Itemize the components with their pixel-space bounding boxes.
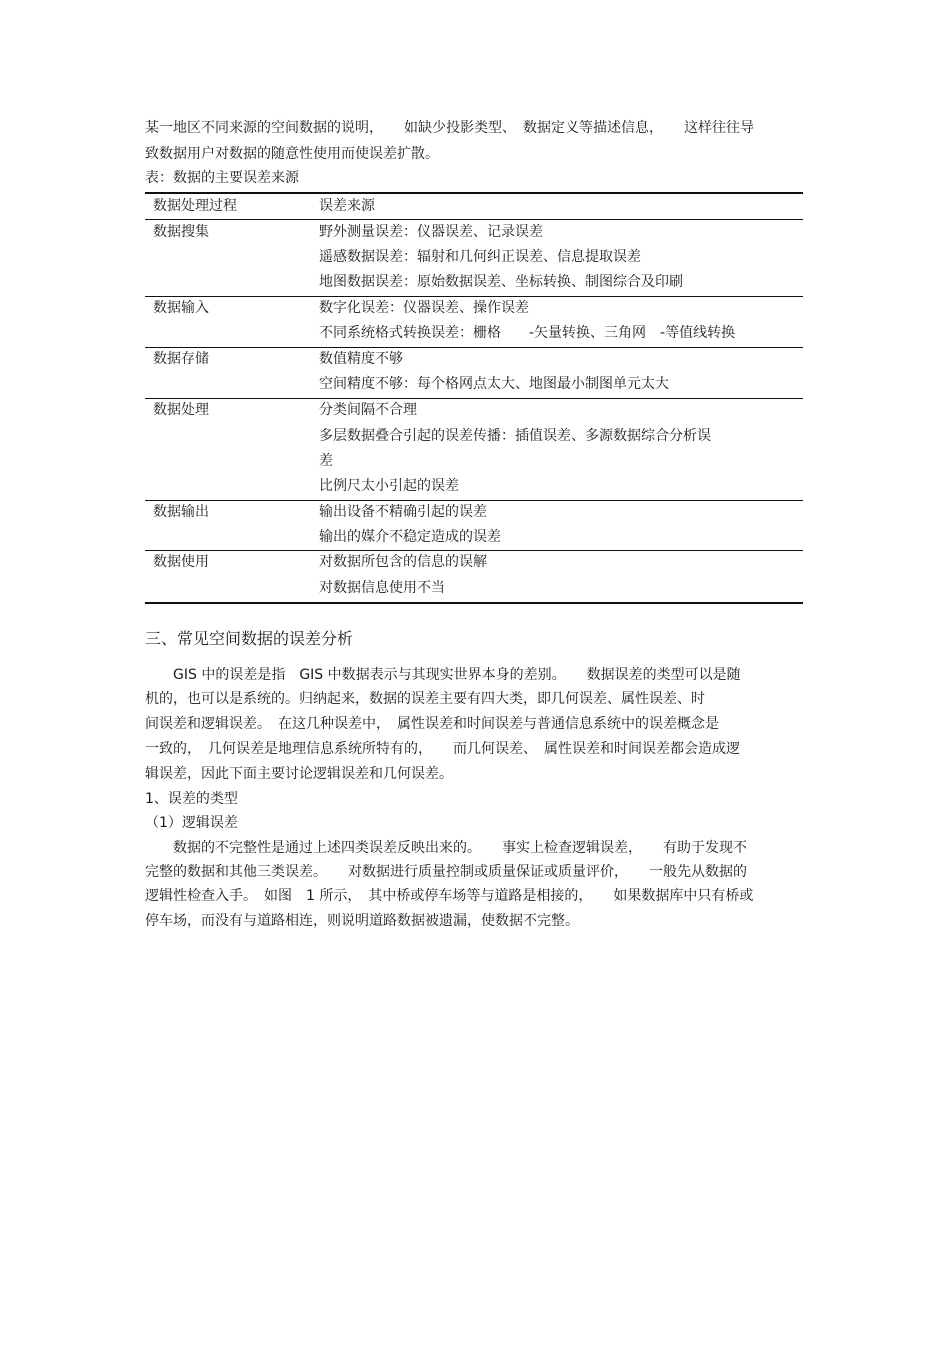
table-row-process: 数据处理 xyxy=(153,402,209,418)
paragraph-line: 机的，也可以是系统的。归纳起来，数据的误差主要有四大类，即几何误差、属性误差、时 xyxy=(145,691,705,707)
paragraph-line: 逻辑性检查入手。 如图 1 所示， 其中桥或停车场等与道路是相接的， 如果数据库中只有桥或 xyxy=(145,888,754,904)
table-header-process: 数据处理过程 xyxy=(153,198,237,214)
table-caption: 表：数据的主要误差来源 xyxy=(145,170,299,186)
table-row-rule xyxy=(145,500,803,501)
table-row-source: 遥感数据误差：辐射和几何纠正误差、信息提取误差 xyxy=(319,249,641,265)
table-row-process: 数据搜集 xyxy=(153,224,209,240)
table-row-source: 分类间隔不合理 xyxy=(319,402,417,418)
paragraph-line: 一致的， 几何误差是地理信息系统所特有的， 而几何误差、 属性误差和时间误差都会造成逻 xyxy=(145,741,740,757)
table-row-process: 数据使用 xyxy=(153,554,209,570)
table-row-source: 差 xyxy=(319,453,333,469)
table-row-source: 地图数据误差：原始数据误差、坐标转换、制图综合及印刷 xyxy=(319,274,683,290)
table-row-process: 数据输入 xyxy=(153,300,209,316)
table-row-rule xyxy=(145,296,803,297)
paragraph-line: GIS 中的误差是指 GIS 中数据表示与其现实世界本身的差别。 数据误差的类型可以是随 xyxy=(145,667,741,683)
paragraph-line: 停车场，而没有与道路相连，则说明道路数据被遗漏，使数据不完整。 xyxy=(145,913,579,929)
table-row-rule xyxy=(145,550,803,551)
intro-line: 致数据用户对数据的随意性使用而使误差扩散。 xyxy=(145,146,439,162)
table-bottom-rule xyxy=(145,602,803,604)
table-row-source: 数值精度不够 xyxy=(319,351,403,367)
table-row-source: 对数据信息使用不当 xyxy=(319,580,445,596)
table-row-source: 输出的媒介不稳定造成的误差 xyxy=(319,529,501,545)
table-top-rule xyxy=(145,192,803,194)
paragraph-line: 完整的数据和其他三类误差。 对数据进行质量控制或质量保证或质量评价， 一般先从数据的 xyxy=(145,864,747,880)
table-row-source: 比例尺太小引起的误差 xyxy=(319,478,459,494)
table-row-source: 不同系统格式转换误差：栅格 -矢量转换、三角网 -等值线转换 xyxy=(319,325,736,341)
table-row-source: 数字化误差：仪器误差、操作误差 xyxy=(319,300,529,316)
section-title: 三、常见空间数据的误差分析 xyxy=(145,629,354,648)
paragraph-line: 间误差和逻辑误差。 在这几种误差中， 属性误差和时间误差与普通信息系统中的误差概念是 xyxy=(145,716,719,732)
table-row-source: 多层数据叠合引起的误差传播：插值误差、多源数据综合分析误 xyxy=(319,428,711,444)
paragraph-line: 辑误差，因此下面主要讨论逻辑误差和几何误差。 xyxy=(145,766,453,782)
table-row-rule xyxy=(145,347,803,348)
subheading: 1、误差的类型 xyxy=(145,791,238,807)
table-row-process: 数据存储 xyxy=(153,351,209,367)
table-row-rule xyxy=(145,398,803,399)
table-row-source: 空间精度不够：每个格网点太大、地图最小制图单元太大 xyxy=(319,376,669,392)
subheading: （1）逻辑误差 xyxy=(145,815,238,831)
table-header-rule xyxy=(145,219,803,220)
table-row-source: 输出设备不精确引起的误差 xyxy=(319,504,487,520)
table-row-process: 数据输出 xyxy=(153,504,209,520)
table-row-source: 野外测量误差：仪器误差、记录误差 xyxy=(319,224,543,240)
table-row-source: 对数据所包含的信息的误解 xyxy=(319,554,487,570)
intro-line: 某一地区不同来源的空间数据的说明， 如缺少投影类型、 数据定义等描述信息， 这样往往导 xyxy=(145,120,754,136)
paragraph-line: 数据的不完整性是通过上述四类误差反映出来的。 事实上检查逻辑误差， 有助于发现不 xyxy=(145,840,747,856)
table-header-source: 误差来源 xyxy=(319,198,375,214)
